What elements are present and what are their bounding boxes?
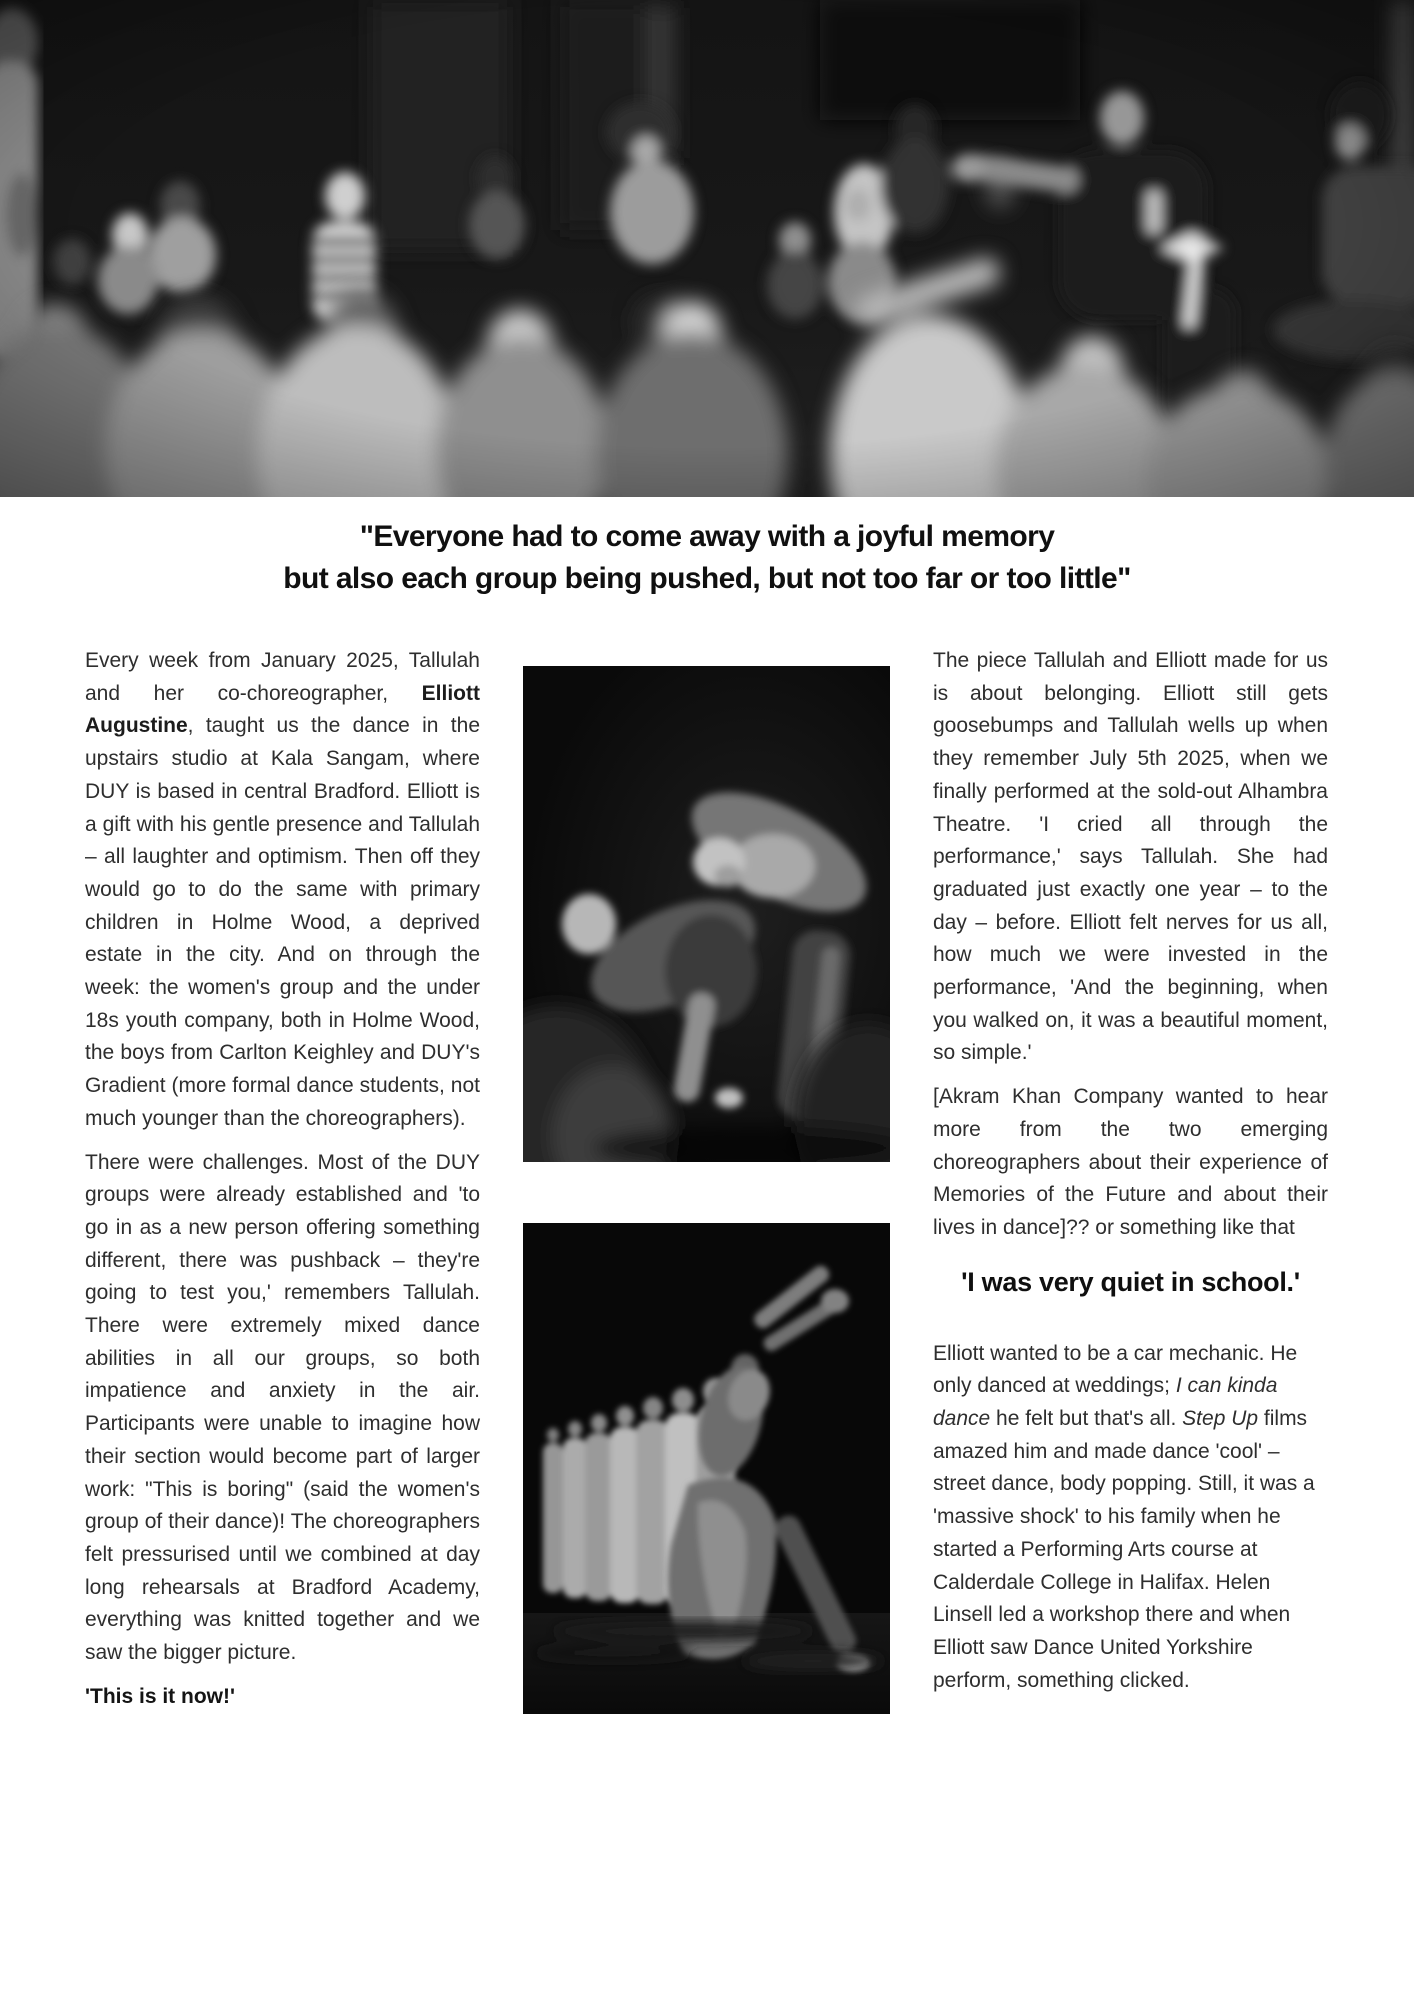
performance-photo-graphic	[523, 1223, 890, 1714]
duet-photo	[523, 666, 890, 1162]
text-run: Every week from January 2025, Tallulah and her co-choreographer,	[85, 649, 480, 705]
pull-quote	[0, 516, 1414, 600]
hero-photo	[0, 0, 1414, 497]
section-heading: 'I was very quiet in school.'	[961, 1266, 1300, 1297]
text-run: films amazed him and made dance 'cool' – street dance, body popping. Still, it was a 'massive shock' to his family when he started a Performing Arts course at Calderdale College in Halifax. Helen Linsell led a workshop there and when Elliott saw Dance United Yorkshire perform, something clicked.	[933, 1407, 1315, 1692]
right-column	[933, 645, 1328, 1708]
duet-photo-graphic	[523, 666, 890, 1162]
left-paragraph-1	[85, 645, 480, 1136]
right-paragraph-1: The piece Tallulah and Elliott made for us is about belonging. Elliott still gets goosebumps and Tallulah wells up when they remember July 5th 2025, when we finally performed at the sold-out Alhambra Theatre. 'I cried all through the performance,' says Tallulah. She had graduated just exactly one year – to the day – before. Elliott felt nerves for us all, how much we were invested in the performance, 'And the beginning, when you walked on, it was a beautiful moment, so simple.'	[933, 649, 1328, 1065]
text-run: he felt but that's all.	[990, 1407, 1183, 1431]
italic-phrase: I can kinda dance	[933, 1374, 1278, 1431]
left-column	[85, 645, 480, 1725]
hero-photo-graphic	[0, 0, 1414, 497]
bold-name: Elliott Augustine	[85, 681, 480, 738]
right-paragraph-3	[933, 1338, 1328, 1698]
pull-quote-line2: but also each group being pushed, but not too far or too little"	[283, 562, 1131, 595]
left-paragraph-2: There were challenges. Most of the DUY groups were already established and 'to go in as a new person offering something different, there was pushback – they're going to test you,' remembers Tallulah. There were extremely mixed dance abilities in all our groups, so both impatience and anxiety in the air. Participants were unable to imagine how their section would become part of larger work: "This is boring" (said the women's group of their dance)! The choreographers felt pressurised until we combined at day long rehearsals at Bradford Academy, everything was knitted together and we saw the bigger picture.	[85, 1150, 480, 1665]
text-run: , taught us the dance in the upstairs studio at Kala Sangam, where DUY is based in central Bradford. Elliott is a gift with his gentle presence and Tallulah – all laughter and optimism. Then off they would go to do the same with primary children in Holme Wood, a deprived estate in the city. And on through the week: the women's group and the under 18s youth company, both in Holme Wood, the boys from Carlton Keighley and DUY's Gradient (more formal dance students, not much younger than the choreographers).	[85, 714, 480, 1130]
italic-title: Step Up	[1182, 1407, 1259, 1431]
text-run: Elliott wanted to be a car mechanic. He only danced at weddings;	[933, 1341, 1298, 1398]
pull-quote-line1: "Everyone had to come away with a joyful memory	[359, 520, 1055, 553]
left-callout: 'This is it now!'	[85, 1684, 235, 1708]
right-paragraph-2: [Akram Khan Company wanted to hear more from the two emerging choreographers about their experience of Memories of the Future and about their lives in dance]?? or something like that	[933, 1085, 1328, 1239]
photo-column	[523, 666, 890, 1714]
performance-photo	[523, 1223, 890, 1714]
